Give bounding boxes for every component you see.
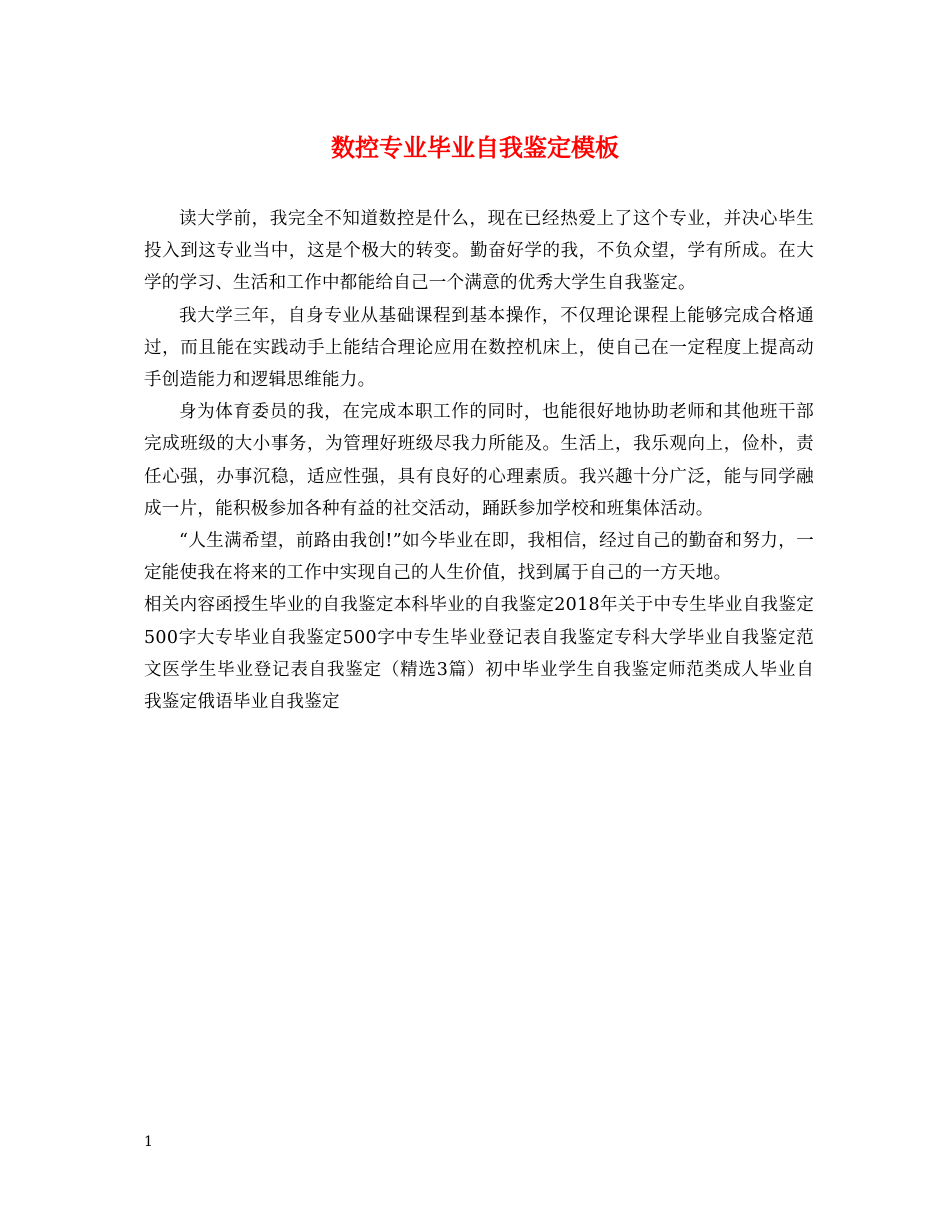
paragraph-4: “人生满希望，前路由我创!”如今毕业在即，我相信，经过自己的勤奋和努力，一定能使我在将来的工作中实现自己的人生价值，找到属于自己的一方天地。 [144,531,814,584]
paragraph-2: 我大学三年，自身专业从基础课程到基本操作，不仅理论课程上能够完成合格通过，而且能在实践动手上能结合理论应用在数控机床上，使自己在一定程度上提高动手创造能力和逻辑思维能力。 [144,305,814,391]
paragraph-3: 身为体育委员的我，在完成本职工作的同时，也能很好地协助老师和其他班干部完成班级的大小事务，为管理好班级尽我力所能及。生活上，我乐观向上，俭朴，责任心强，办事沉稳，适应性强，具有良好的心理素质。我兴趣十分广泛，能与同学融成一片，能积极参加各种有益的社交活动，踊跃参加学校和班集体活动。 [144,402,814,519]
document-body [144,203,814,718]
paragraph-1: 读大学前，我完全不知道数控是什么，现在已经热爱上了这个专业，并决心毕生投入到这专业当中，这是个极大的转变。勤奋好学的我，不负众望，学有所成。在大学的学习、生活和工作中都能给自己一个满意的优秀大学生自我鉴定。 [144,209,814,294]
page-number: 1 [144,1134,153,1150]
related-content: 相关内容函授生毕业的自我鉴定本科毕业的自我鉴定2018年关于中专生毕业自我鉴定500字大专毕业自我鉴定500字中专生毕业登记表自我鉴定专科大学毕业自我鉴定范文医学生毕业登记表自我鉴定（精选3篇）初中毕业学生自我鉴定师范类成人毕业自我鉴定俄语毕业自我鉴定 [144,595,814,713]
document-title: 数控专业毕业自我鉴定模板 [331,133,619,162]
